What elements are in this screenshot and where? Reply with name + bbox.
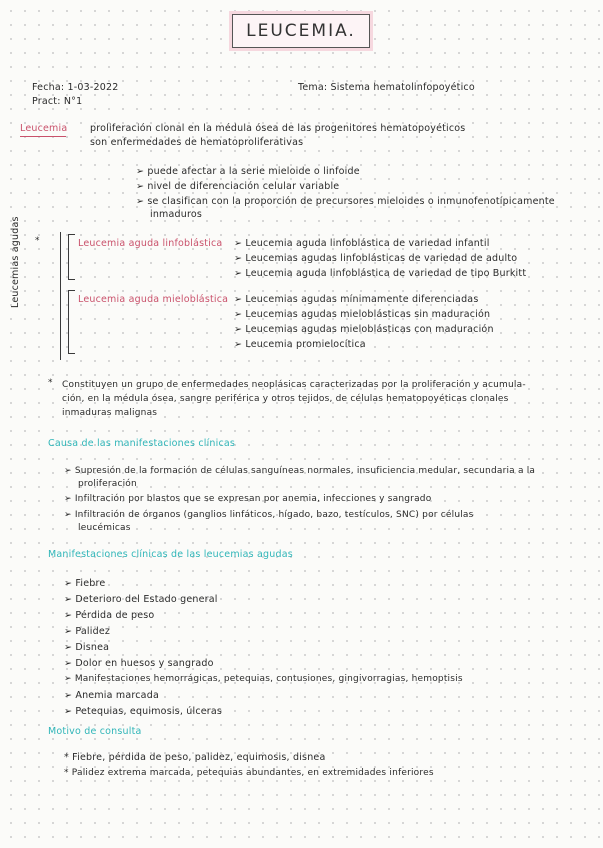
list-item: ➢ Leucemia aguda linfoblástica de variedad de tipo Burkitt — [234, 268, 527, 279]
lymphoblastic-bracket — [68, 234, 75, 280]
list-item: ➢ Anemia marcada — [64, 690, 159, 701]
list-item-continuation: inmaduros — [150, 209, 203, 220]
myeloblastic-label: Leucemia aguda mieloblástica — [78, 294, 229, 305]
list-item: ➢ Deterioro del Estado general — [64, 594, 218, 605]
acute-side-label: Leucemias agudas — [10, 216, 21, 308]
list-item: ➢ puede afectar a la serie mieloide o linfoide — [136, 166, 360, 177]
list-item-continuation: proliferación — [78, 479, 137, 489]
list-item: * Palidez extrema marcada, petequias abundantes, en extremidades inferiores — [64, 768, 434, 778]
title-box — [232, 14, 370, 48]
list-item: ➢ Fiebre — [64, 578, 106, 589]
date-text: Fecha: 1-03-2022 — [32, 82, 119, 93]
list-item: ➢ Leucemias agudas mieloblásticas sin maduración — [234, 309, 491, 320]
list-item: ➢ Petequias, equimosis, úlceras — [64, 706, 223, 717]
definition-term: Leucemia — [20, 123, 68, 134]
list-item: ➢ Leucemia promielocítica — [234, 339, 366, 350]
acute-brace-line — [60, 232, 61, 360]
lymphoblastic-label: Leucemia aguda linfoblástica — [78, 238, 223, 249]
list-item: ➢ Palidez — [64, 626, 111, 637]
list-item: ➢ Disnea — [64, 642, 110, 653]
asterisk-icon: * — [35, 236, 40, 246]
list-item: ➢ nivel de diferenciación celular variable — [136, 181, 340, 192]
page-title: LEUCEMIA. — [246, 21, 356, 41]
definition-line-1: proliferación clonal en la médula ósea de las progenitores hematopoyéticos — [90, 123, 466, 134]
causes-heading: Causa de las manifestaciones clínicas — [48, 438, 236, 449]
list-item: ➢ Leucemias agudas linfoblásticas de variedad de adulto — [234, 253, 518, 264]
list-item: * Fiebre, pérdida de peso, palidez, equimosis, disnea — [64, 752, 326, 763]
list-item: ➢ Dolor en huesos y sangrado — [64, 658, 214, 669]
myeloblastic-bracket — [68, 290, 75, 354]
paragraph-line-2: ción, en la médula ósea, sangre periférica y otros tejidos, de células hematopoyéticas clonales — [62, 394, 509, 404]
list-item: ➢ Leucemias agudas mínimamente diferenciadas — [234, 294, 479, 305]
list-item: ➢ Supresión de la formación de células sanguíneas normales, insuficiencia medular, secundaria a la — [64, 466, 536, 476]
list-item-continuation: leucémicas — [78, 523, 131, 533]
list-item: ➢ Leucemias agudas mieloblásticas con maduración — [234, 324, 494, 335]
list-item: ➢ Manifestaciones hemorrágicas, petequias, contusiones, gingivorragias, hemoptisis — [64, 674, 463, 684]
list-item: ➢ Pérdida de peso — [64, 610, 155, 621]
practice-text: Pract: N°1 — [32, 96, 83, 107]
reasons-heading: Motivo de consulta — [48, 726, 142, 737]
definition-line-2: son enfermedades de hematoproliferativas — [90, 137, 304, 148]
list-item: ➢ se clasifican con la proporción de precursores mieloides o inmunofenotípicamente — [136, 196, 555, 207]
term-underline — [20, 136, 66, 137]
manifestations-heading: Manifestaciones clínicas de las leucemias agudas — [48, 549, 293, 560]
list-item: ➢ Leucemia aguda linfoblástica de variedad infantil — [234, 238, 490, 249]
topic-text: Tema: Sistema hematolinfopoyético — [298, 82, 475, 93]
paragraph-line-1: Constituyen un grupo de enfermedades neoplásicas caracterizadas por la proliferación y acumula- — [62, 380, 526, 390]
asterisk-icon: * — [48, 378, 53, 388]
list-item: ➢ Infiltración de órganos (ganglios linfáticos, hígado, bazo, testículos, SNC) por células — [64, 510, 474, 520]
paragraph-line-3: inmaduras malignas — [62, 408, 158, 418]
list-item: ➢ Infiltración por blastos que se expresan por anemia, infecciones y sangrado — [64, 494, 432, 504]
